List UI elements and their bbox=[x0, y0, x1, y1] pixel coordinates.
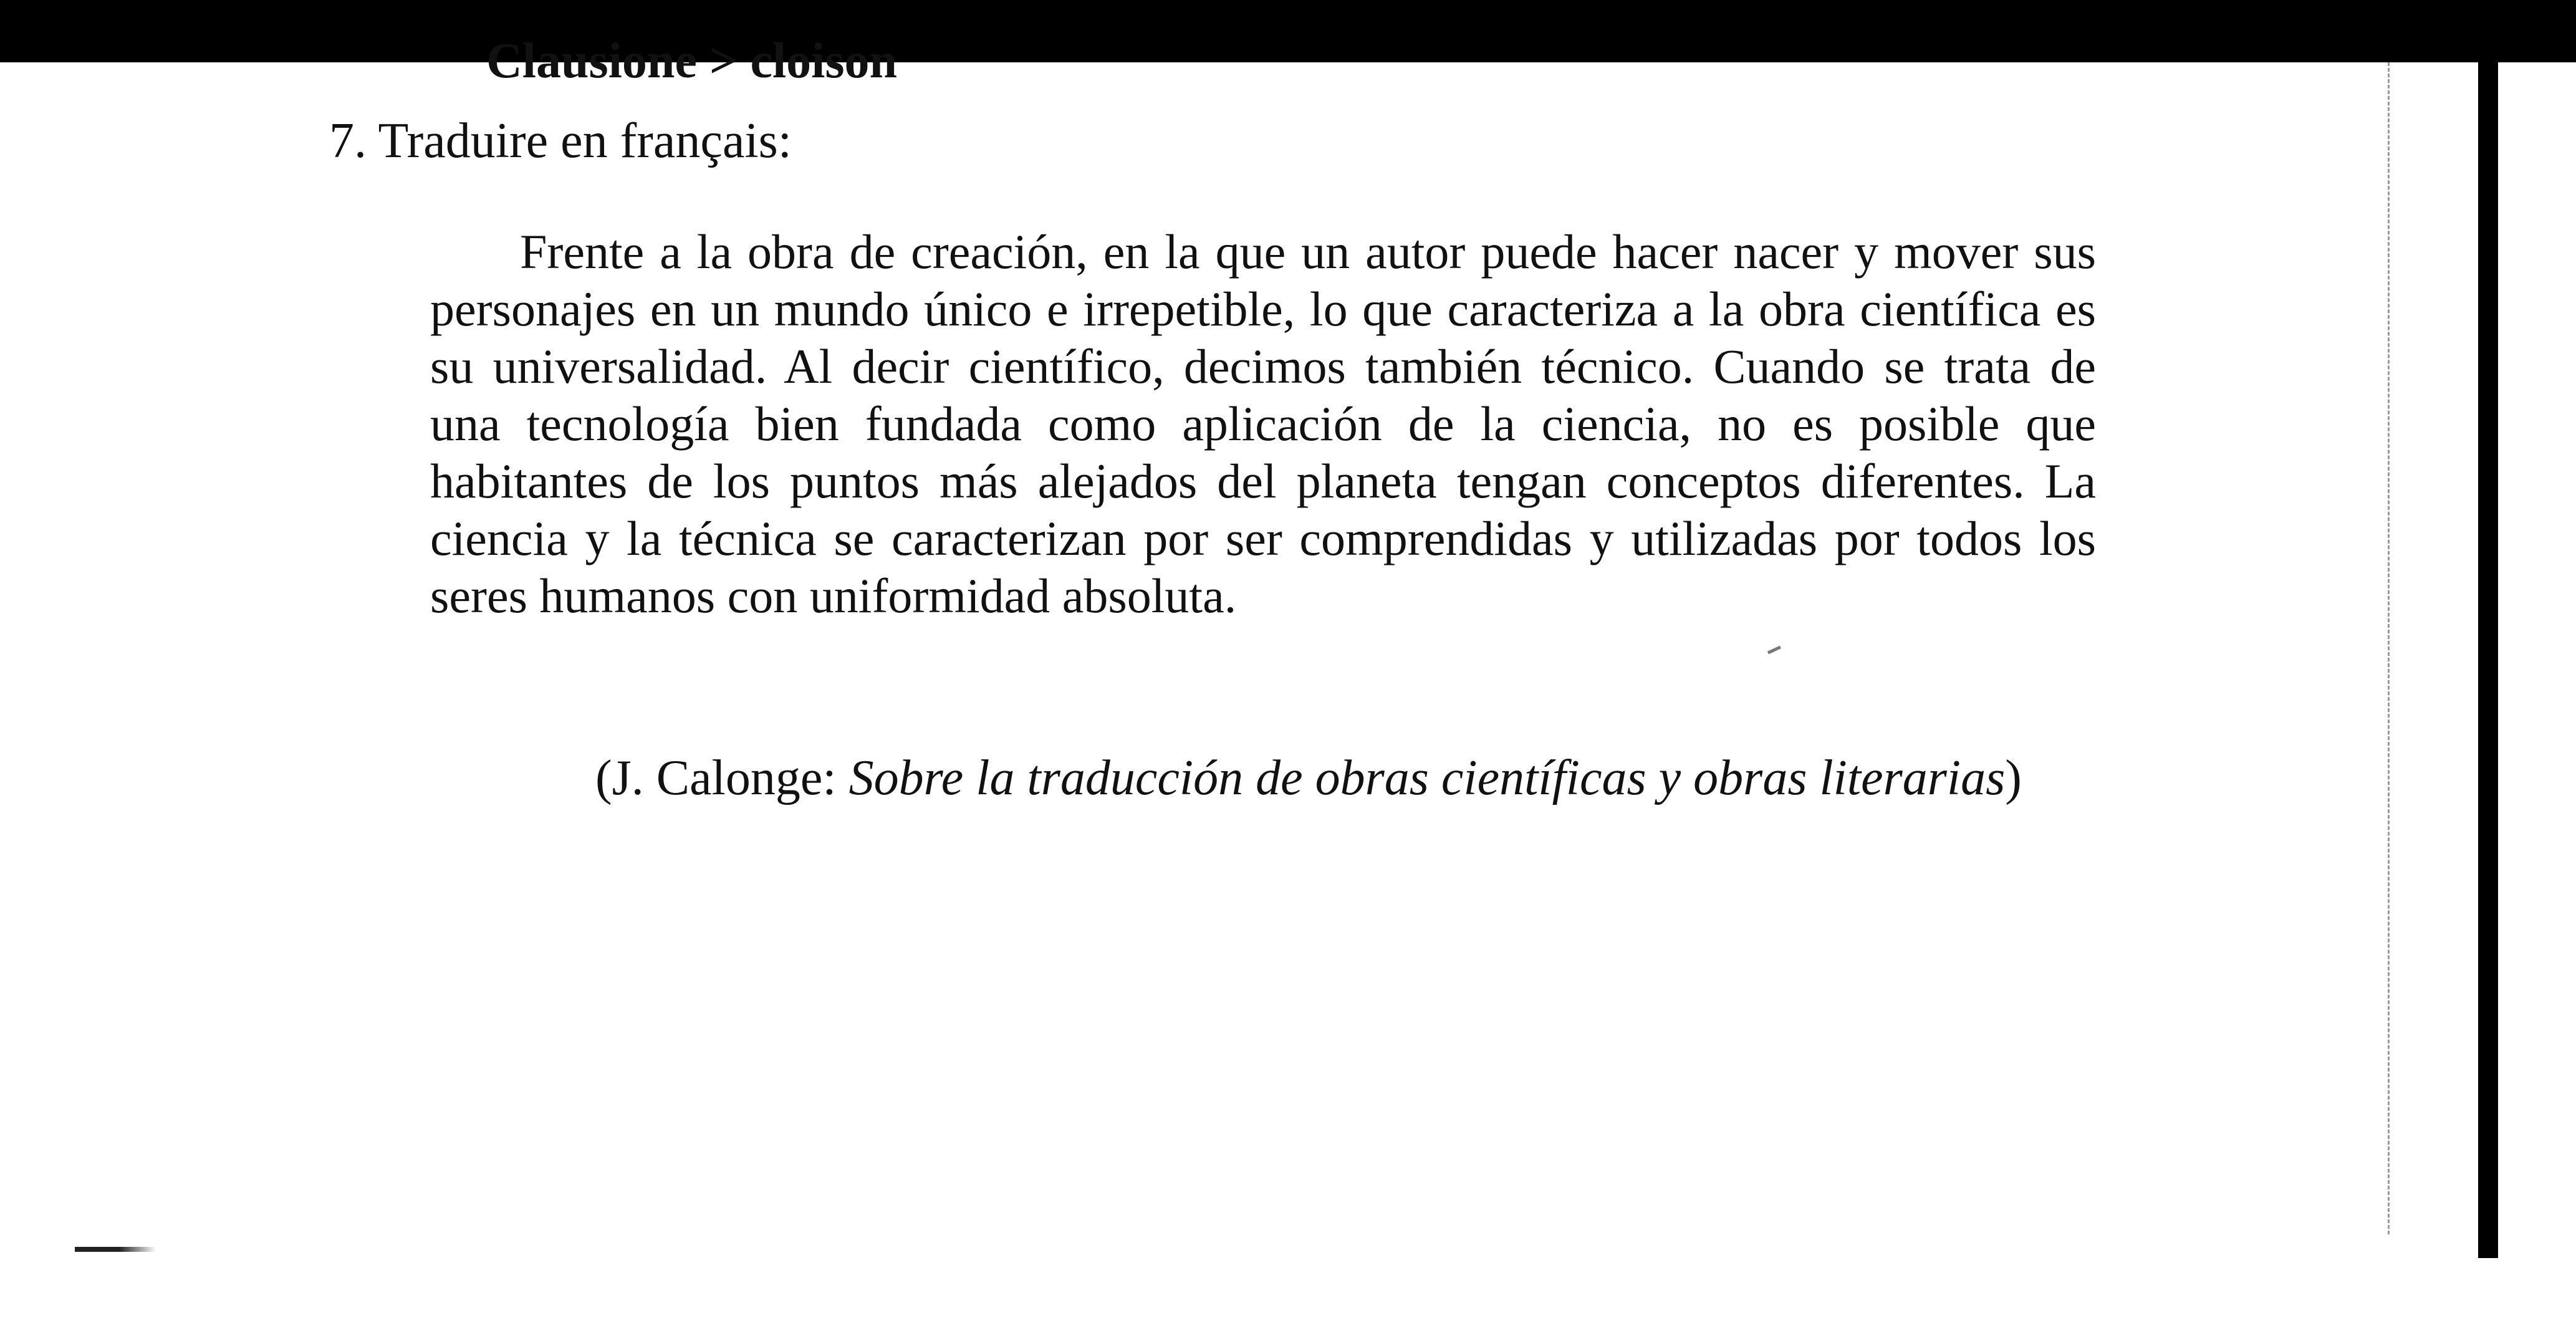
exercise-instruction: 7. Traduire en français: bbox=[329, 113, 792, 168]
citation-work-title: Sobre la traducción de obras científicas y obras literarias bbox=[848, 751, 2006, 805]
citation-author: (J. Calonge: bbox=[595, 751, 849, 805]
clipped-heading: Clausione > cloison bbox=[486, 34, 898, 89]
citation bbox=[595, 748, 2022, 808]
scan-speck-small bbox=[1767, 646, 1781, 655]
scan-right-border bbox=[2478, 0, 2498, 1258]
scan-speck bbox=[75, 1247, 156, 1252]
citation-close: ) bbox=[2005, 751, 2022, 805]
scan-margin-line bbox=[2388, 62, 2390, 1234]
scan-top-border bbox=[0, 0, 2576, 62]
spanish-passage: Frente a la obra de creación, en la que un autor puede hacer nacer y mover sus personajes en un mundo único e irrepetible, lo que caracteriza a la obra científica es su universalidad. Al decir científico, decimos también técnico. Cuando se trata de una tecnología bien fundada como aplicación de la ciencia, no es posible que habitantes de los puntos más alejados del planeta tengan conceptos diferentes. La ciencia y la técnica se caracterizan por ser comprendidas y utilizadas por todos los seres humanos con uniformidad absoluta. bbox=[430, 224, 2096, 623]
